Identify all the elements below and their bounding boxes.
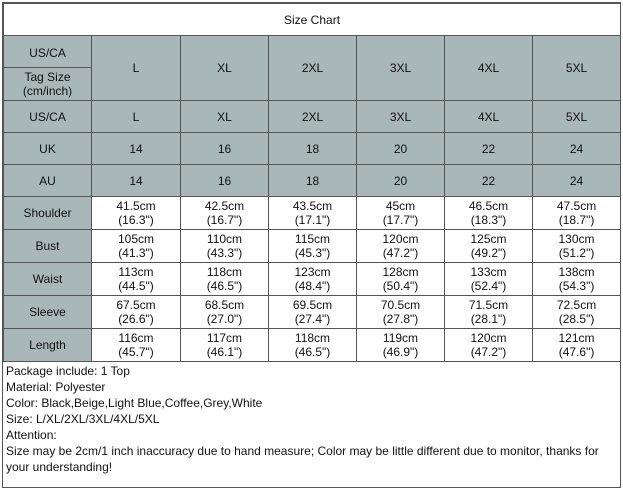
measurement-cell (269, 329, 357, 362)
tag-size-row (4, 36, 621, 101)
measurement-inch: (17.1") (294, 213, 331, 227)
measurement-cm: 116cm (118, 331, 154, 345)
size-header-cell: 2XL (269, 36, 357, 101)
measurement-cell (269, 230, 357, 263)
measurement-cell (533, 230, 621, 263)
region-size-cell: 16 (181, 165, 269, 197)
region-size-cell: 2XL (269, 101, 357, 133)
region-size-cell: 24 (533, 133, 621, 165)
measurement-cell (181, 230, 269, 263)
measurement-cell (357, 329, 445, 362)
region-row-label: US/CA (4, 101, 92, 133)
measurement-inch: (27.4") (294, 312, 331, 326)
product-notes (3, 362, 620, 475)
size-header-cell: L (92, 36, 181, 101)
measurement-inch: (43.3") (206, 246, 243, 260)
measurement-label: Sleeve (4, 296, 92, 329)
region-size-cell: 18 (269, 133, 357, 165)
measurement-cell (357, 296, 445, 329)
measurement-inch: (47.2") (470, 345, 507, 359)
measurement-cm: 118cm (206, 265, 243, 279)
measurement-inch: (45.3") (294, 246, 331, 260)
measurement-inch: (48.4") (294, 279, 331, 293)
region-row (4, 101, 621, 133)
measurement-cell (357, 263, 445, 296)
measurement-inch: (18.3") (470, 213, 507, 227)
measurement-cm: 120cm (382, 232, 419, 246)
measurement-cell (92, 296, 181, 329)
measurement-inch: (46.5") (294, 345, 331, 359)
measurement-inch: (18.7") (558, 213, 595, 227)
measurement-cm: 130cm (558, 232, 595, 246)
measurement-inch: (28.5") (558, 312, 595, 326)
measurement-inch: (50.4") (382, 279, 419, 293)
measurement-cell (533, 197, 621, 230)
measurement-row (4, 263, 621, 296)
measurement-cm: 43.5cm (292, 199, 333, 213)
measurement-cm: 119cm (382, 331, 419, 345)
measurement-inch: (16.3") (118, 213, 154, 227)
measurement-cell (92, 329, 181, 362)
measurement-cell (357, 197, 445, 230)
measurement-cm: 47.5cm (556, 199, 597, 213)
region-size-cell: 22 (445, 133, 533, 165)
measurement-cell (445, 263, 533, 296)
note-color: Color: Black,Beige,Light Blue,Coffee,Grey,White (6, 396, 263, 410)
chart-title: Size Chart (4, 4, 621, 36)
measurement-cm: 113cm (118, 265, 154, 279)
size-header-cell: 3XL (357, 36, 445, 101)
measurement-cm: 105cm (117, 232, 155, 246)
measurement-row (4, 329, 621, 362)
region-size-cell: 20 (357, 133, 445, 165)
measurement-inch: (17.7") (382, 213, 419, 227)
measurement-cm: 120cm (470, 331, 507, 345)
region-size-cell: 4XL (445, 101, 533, 133)
note-package: Package include: 1 Top (6, 364, 130, 378)
measurement-cell (533, 296, 621, 329)
region-size-cell: 24 (533, 165, 621, 197)
measurement-cm: 70.5cm (380, 298, 421, 312)
measurement-cm: 42.5cm (204, 199, 245, 213)
measurement-row (4, 296, 621, 329)
measurement-inch: (46.9") (382, 345, 419, 359)
measurement-cm: 138cm (558, 265, 595, 279)
region-size-cell: 18 (269, 165, 357, 197)
measurement-label: Bust (4, 230, 92, 263)
measurement-inch: (46.1") (206, 345, 243, 359)
measurement-cm: 123cm (294, 265, 331, 279)
measurement-inch: (47.6") (558, 345, 595, 359)
measurement-inch: (46.5") (206, 279, 243, 293)
measurement-cell (92, 263, 181, 296)
measurement-inch: (26.6") (118, 312, 154, 326)
measurement-cm: 118cm (294, 331, 331, 345)
note-disclaimer: Size may be 2cm/1 inch inaccuracy due to hand measure; Color may be little different due to monitor, thanks for your understanding! (6, 444, 599, 474)
measurement-cell (269, 263, 357, 296)
measurement-cm: 46.5cm (468, 199, 509, 213)
measurement-inch: (47.2") (382, 246, 419, 260)
region-size-cell: 14 (92, 133, 181, 165)
measurement-cm: 45cm (385, 199, 416, 213)
measurement-cell (269, 197, 357, 230)
measurement-cell (181, 296, 269, 329)
measurement-inch: (49.2") (470, 246, 507, 260)
measurement-cm: 67.5cm (116, 298, 156, 312)
measurement-inch: (28.1") (470, 312, 507, 326)
measurement-cell (92, 197, 181, 230)
region-row-label: UK (4, 133, 92, 165)
measurement-cm: 72.5cm (556, 298, 597, 312)
region-size-cell: 3XL (357, 101, 445, 133)
region-row (4, 133, 621, 165)
measurement-cm: 121cm (558, 331, 595, 345)
note-material: Material: Polyester (6, 380, 106, 394)
measurement-cell (445, 329, 533, 362)
measurement-cm: 125cm (470, 232, 507, 246)
size-header-cell: 4XL (445, 36, 533, 101)
measurement-row (4, 197, 621, 230)
measurement-inch: (27.0") (206, 312, 243, 326)
measurement-cm: 110cm (206, 232, 243, 246)
measurement-cm: 133cm (470, 265, 507, 279)
measurement-cm: 115cm (294, 232, 331, 246)
measurement-inch: (27.8") (382, 312, 419, 326)
region-size-cell: 5XL (533, 101, 621, 133)
size-header-cell: XL (181, 36, 269, 101)
measurement-row (4, 230, 621, 263)
measurement-cell (181, 197, 269, 230)
region-size-cell: L (92, 101, 181, 133)
region-size-cell: 14 (92, 165, 181, 197)
measurement-cell (92, 230, 181, 263)
measurement-cell (269, 296, 357, 329)
measurement-label: Length (4, 329, 92, 362)
measurement-cm: 68.5cm (204, 298, 245, 312)
tag-size-label: Tag Size (24, 69, 71, 84)
measurement-cell (533, 329, 621, 362)
region-size-cell: 16 (181, 133, 269, 165)
size-header-cell: 5XL (533, 36, 621, 101)
region-row (4, 165, 621, 197)
measurement-cm: 69.5cm (292, 298, 333, 312)
region-size-cell: 22 (445, 165, 533, 197)
measurement-cell (445, 296, 533, 329)
region-size-cell: XL (181, 101, 269, 133)
measurement-cm: 41.5cm (116, 199, 156, 213)
tag-size-header (4, 36, 92, 101)
region-label: US/CA (4, 39, 91, 68)
note-size: Size: L/XL/2XL/3XL/4XL/5XL (6, 412, 160, 426)
measurement-cell (533, 263, 621, 296)
measurement-cell (445, 197, 533, 230)
measurement-cell (357, 230, 445, 263)
title-row (4, 4, 621, 36)
note-attention: Attention: (6, 428, 57, 442)
size-chart (2, 2, 621, 488)
measurement-inch: (54.3") (558, 279, 595, 293)
measurement-inch: (45.7") (118, 345, 154, 359)
region-size-cell: 20 (357, 165, 445, 197)
measurement-label: Waist (4, 263, 92, 296)
measurement-inch: (52.4") (470, 279, 507, 293)
measurement-inch: (44.5") (118, 279, 154, 293)
measurement-inch: (16.7") (206, 213, 243, 227)
measurement-cell (181, 263, 269, 296)
measurement-cell (181, 329, 269, 362)
measurement-cm: 128cm (382, 265, 419, 279)
measurement-cm: 71.5cm (468, 298, 509, 312)
size-table (3, 3, 621, 362)
measurement-cm: 117cm (206, 331, 243, 345)
measurement-inch: (41.3") (118, 246, 154, 260)
measurement-inch: (51.2") (558, 246, 595, 260)
region-row-label: AU (4, 165, 92, 197)
measurement-cell (445, 230, 533, 263)
tag-size-unit: (cm/inch) (22, 83, 73, 98)
measurement-label: Shoulder (4, 197, 92, 230)
